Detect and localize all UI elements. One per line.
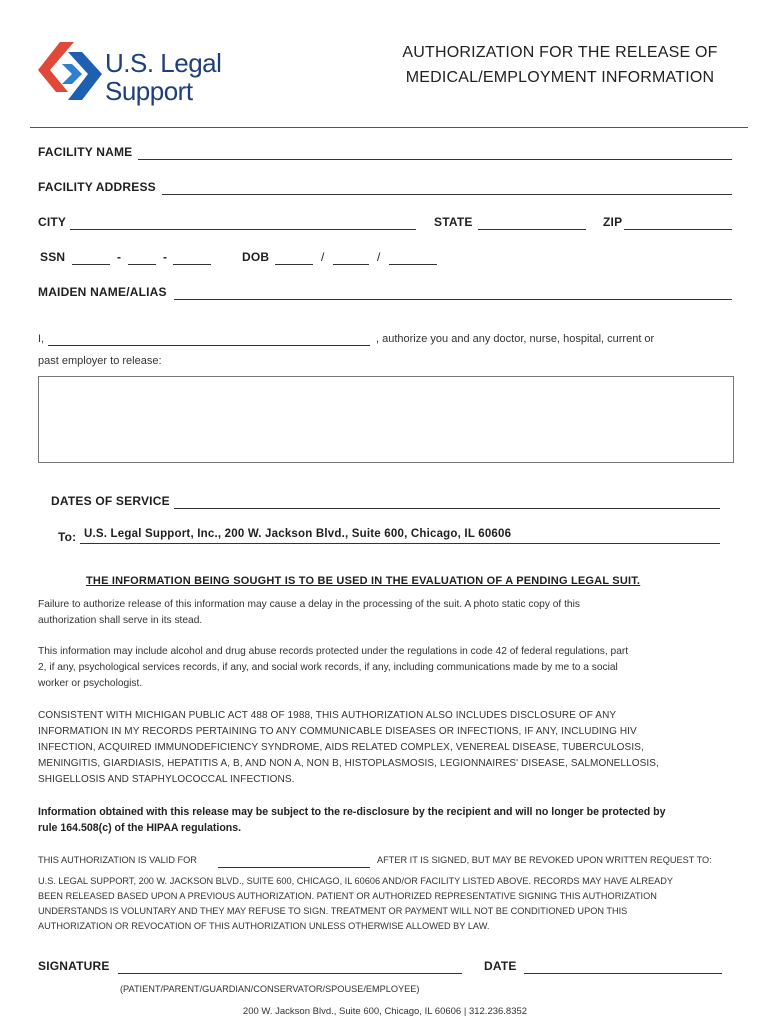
paragraph-line: MENINGITIS, GIARDIASIS, HEPATITIS A, B, AND NON A, NON B, HISTOPLASMOSIS, LEGIONNAIRES' DISEASE, SALMONELLOSIS,: [38, 758, 659, 769]
ssn-part2-field[interactable]: [128, 264, 156, 265]
dob-label: DOB: [242, 250, 270, 264]
state-label: STATE: [434, 215, 473, 229]
paragraph-line: U.S. LEGAL SUPPORT, 200 W. JACKSON BLVD., SUITE 600, CHICAGO, IL 60606 AND/OR FACILITY LISTED ABOVE. RECORDS MAY HAVE ALREADY: [38, 876, 673, 886]
paragraph-records: [38, 644, 743, 692]
after-signed-text: AFTER IT IS SIGNED, BUT MAY BE REVOKED UPON WRITTEN REQUEST TO:: [377, 855, 712, 865]
paragraph-line: INFORMATION IN MY RECORDS PERTAINING TO ANY COMMUNICABLE DISEASES OR INFECTIONS, IF ANY, INCLUDING HIV: [38, 726, 637, 737]
valid-duration-field[interactable]: [218, 867, 370, 868]
paragraph-line: AUTHORIZATION OR REVOCATION OF THIS AUTHORIZATION UNLESS OTHERWISE ALLOWED BY LAW.: [38, 921, 490, 931]
document-title: [380, 40, 740, 90]
maiden-name-field[interactable]: [174, 299, 732, 300]
logo-mark-icon: [38, 40, 102, 106]
ssn-part1-field[interactable]: [72, 264, 110, 265]
paragraph-line: Failure to authorize release of this information may cause a delay in the processing of the suit. A photo static copy of this: [38, 599, 580, 610]
logo: [38, 38, 238, 110]
dob-year-field[interactable]: [389, 264, 437, 265]
paragraph-line: 2, if any, psychological services records, if any, and social work records, if any, including communications made by me to a social: [38, 662, 618, 673]
footer-address: 200 W. Jackson Blvd., Suite 600, Chicago, IL 60606 | 312.236.8352: [242, 1006, 528, 1017]
paragraph-line: authorization shall serve in its stead.: [38, 615, 203, 626]
dob-slash-1: /: [321, 250, 325, 264]
release-text: past employer to release:: [38, 355, 162, 367]
dob-slash-2: /: [377, 250, 381, 264]
ssn-dash-1: -: [117, 250, 121, 264]
paragraph-line: INFECTION, ACQUIRED IMMUNODEFICIENCY SYNDROME, AIDS RELATED COMPLEX, VENEREAL DISEASE, TUBERCULOSIS,: [38, 742, 644, 753]
notice-heading: THE INFORMATION BEING SOUGHT IS TO BE USED IN THE EVALUATION OF A PENDING LEGAL SUIT.: [86, 575, 641, 587]
paragraph-line: This information may include alcohol and drug abuse records protected under the regulations in code 42 of federal regulations, part: [38, 646, 629, 657]
paragraph-line: Information obtained with this release may be subject to the re-disclosure by the recipient and will no longer be protected by: [38, 806, 666, 818]
signer-role-caption: (PATIENT/PARENT/GUARDIAN/CONSERVATOR/SPOUSE/EMPLOYEE): [120, 984, 420, 994]
to-address: U.S. Legal Support, Inc., 200 W. Jackson Blvd., Suite 600, Chicago, IL 60606: [84, 528, 512, 540]
logo-text-line1: U.S. Legal: [105, 48, 222, 78]
city-label: CITY: [38, 215, 67, 229]
paragraph-line: worker or psychologist.: [38, 678, 143, 689]
to-underline: [80, 543, 720, 544]
ssn-label: SSN: [40, 250, 66, 264]
dob-month-field[interactable]: [275, 264, 313, 265]
to-label: To:: [58, 530, 77, 544]
city-field[interactable]: [70, 229, 416, 230]
title-line-1: AUTHORIZATION FOR THE RELEASE OF: [402, 44, 718, 61]
facility-address-field[interactable]: [162, 194, 732, 195]
facility-name-field[interactable]: [138, 159, 732, 160]
paragraph-line: UNDERSTANDS IS VOLUNTARY AND THEY MAY REFUSE TO SIGN. TREATMENT OR PAYMENT WILL NOT BE CONDITIONED UPON THIS: [38, 906, 628, 916]
signature-field[interactable]: [118, 973, 462, 974]
dates-of-service-label: DATES OF SERVICE: [51, 494, 170, 508]
paragraph-line: CONSISTENT WITH MICHIGAN PUBLIC ACT 488 OF 1988, THIS AUTHORIZATION ALSO INCLUDES DISCLOSURE OF ANY: [38, 710, 617, 721]
date-label: DATE: [484, 959, 517, 973]
facility-name-label: FACILITY NAME: [38, 145, 133, 159]
signature-label: SIGNATURE: [38, 959, 110, 973]
logo-text-line2: Support: [105, 76, 193, 106]
state-field[interactable]: [478, 229, 586, 230]
patient-name-field[interactable]: [48, 345, 370, 346]
header-divider: [30, 127, 748, 128]
ssn-dash-2: -: [163, 250, 167, 264]
records-to-release-box[interactable]: [38, 376, 734, 463]
paragraph-hipaa: [38, 804, 748, 836]
authorize-text: , authorize you and any doctor, nurse, hospital, current or: [376, 333, 655, 345]
title-line-2: MEDICAL/EMPLOYMENT INFORMATION: [405, 69, 715, 86]
paragraph-failure: [38, 597, 738, 629]
valid-for-label: THIS AUTHORIZATION IS VALID FOR: [38, 855, 197, 865]
zip-label: ZIP: [603, 215, 623, 229]
paragraph-michigan: [38, 708, 743, 788]
maiden-name-label: MAIDEN NAME/ALIAS: [38, 285, 167, 299]
paragraph-line: SHIGELLOSIS AND STAPHYLOCOCCAL INFECTIONS.: [38, 774, 295, 785]
ssn-part3-field[interactable]: [173, 264, 211, 265]
zip-field[interactable]: [624, 229, 732, 230]
paragraph-revocation: [38, 874, 750, 934]
i-prefix: I,: [38, 333, 45, 345]
date-field[interactable]: [524, 973, 722, 974]
paragraph-line: rule 164.508(c) of the HIPAA regulations.: [38, 822, 242, 834]
dates-of-service-field[interactable]: [174, 508, 720, 509]
facility-address-label: FACILITY ADDRESS: [38, 180, 156, 194]
paragraph-line: BEEN RELEASED BASED UPON A PREVIOUS AUTHORIZATION. PATIENT OR AUTHORIZED REPRESENTATIVE SIGNING THIS AUTHORIZATION: [38, 891, 657, 901]
dob-day-field[interactable]: [333, 264, 369, 265]
